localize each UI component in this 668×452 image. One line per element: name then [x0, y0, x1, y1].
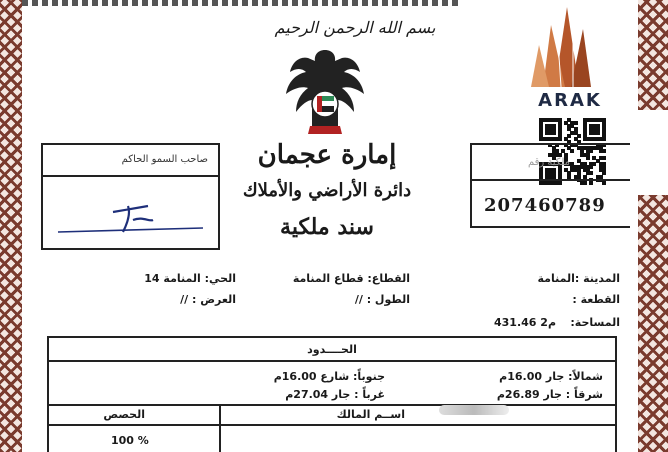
shares-value: 100 %: [111, 434, 149, 447]
west-boundary: غرباً : جار 27.04م: [285, 388, 385, 401]
left-decorative-border: [0, 0, 22, 452]
boundaries-title: الحــــدود: [49, 338, 615, 362]
top-decorative-border: [22, 0, 462, 6]
sector-field: القطاع: قطاع المنامة: [292, 272, 410, 285]
logo-text: ARAK: [538, 90, 602, 111]
falcon-emblem-icon: [282, 46, 368, 138]
emirate-title: إمارة عجمان: [257, 140, 397, 170]
shares-header: الحصص: [103, 408, 145, 421]
length-field: الطول : //: [354, 293, 410, 306]
department-title: دائرة الأراضي والأملاك: [242, 180, 412, 201]
table-divider-2: [49, 424, 615, 426]
right-decorative-border: [638, 195, 668, 452]
city-field: المدينة :المنامة: [537, 272, 620, 285]
signature-icon: [53, 200, 203, 240]
area-value: 431.46 م2: [494, 316, 556, 329]
deed-number-label: ملكية رقم: [472, 145, 630, 181]
ruler-signature-box: [41, 143, 220, 250]
district-field: الحي: المنامة 14: [144, 272, 236, 285]
south-boundary: جنوباً: شارع 16.00م: [273, 370, 385, 383]
boundaries-table: [47, 336, 617, 452]
width-field: العرض : //: [180, 293, 236, 306]
deed-number: 207460789: [484, 195, 606, 216]
ruler-label: صاحب السمو الحاكم: [43, 145, 218, 177]
east-boundary: شرقاً : جار 26.89م: [496, 388, 603, 401]
owner-name-header: اســم المالك: [336, 408, 405, 421]
area-label: المساحة:: [570, 316, 620, 329]
redacted-owner-name: [439, 405, 509, 415]
deed-title: سند ملكية: [280, 214, 374, 240]
table-column-divider: [219, 404, 221, 452]
plot-field: القطعة :: [572, 293, 620, 306]
right-decorative-border-top: [638, 0, 668, 110]
deed-number-box: [470, 143, 630, 228]
basmala: بسم الله الرحمن الرحيم: [274, 18, 436, 37]
north-boundary: شمالاً: جار 16.00م: [499, 370, 603, 383]
table-divider: [49, 404, 615, 406]
